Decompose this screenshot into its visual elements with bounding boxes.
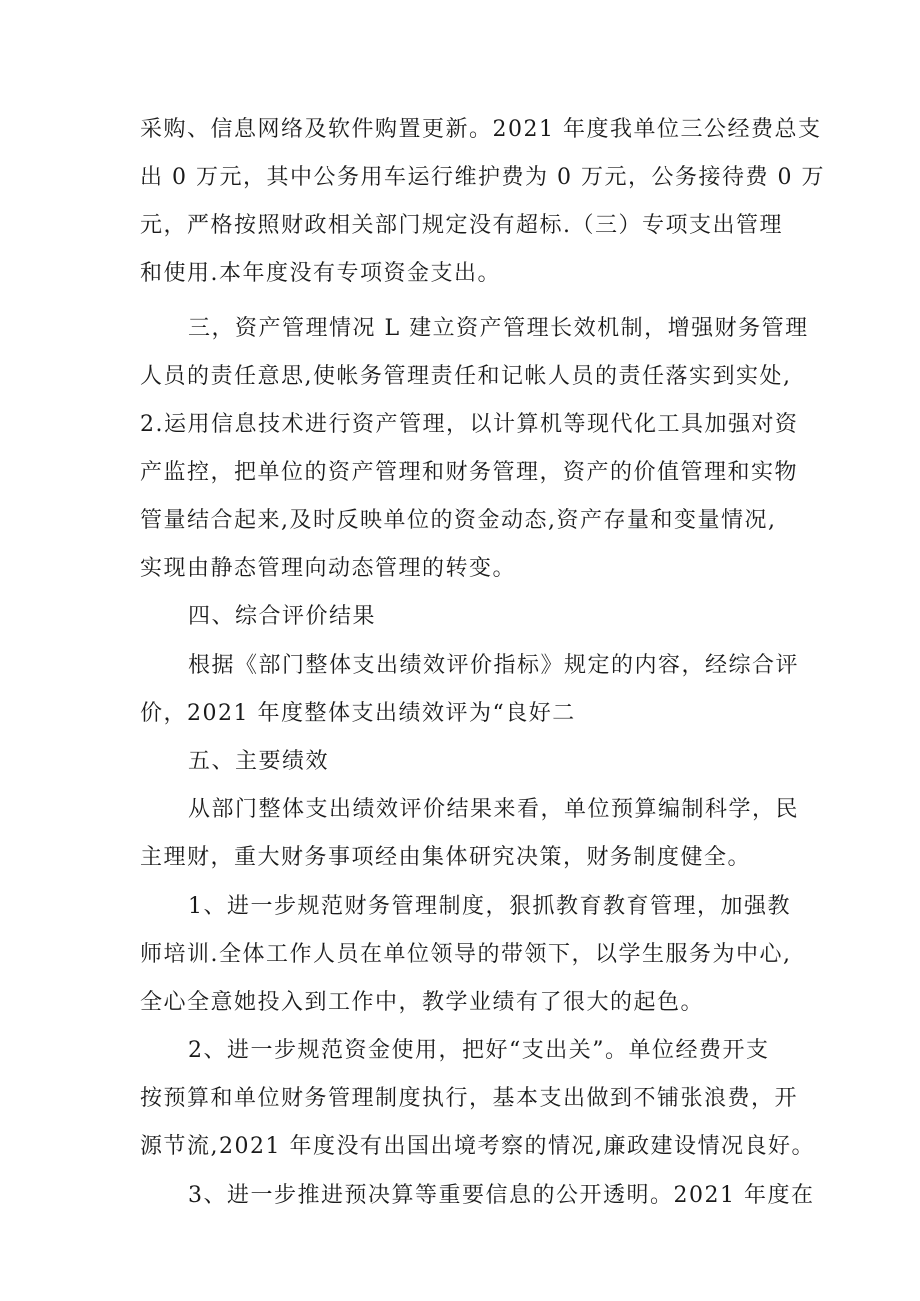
text-line: 全心全意她投入到工作中，教学业绩有了很大的起色。 (140, 990, 705, 1015)
text-line: 主理财，重大财务事项经由集体研究决策，财务制度健全。 (140, 845, 752, 870)
text-line: 管量结合起来,及时反映单位的资金动态,资产存量和变量情况, (140, 508, 777, 533)
text-line: 产监控，把单位的资产管理和财务管理，资产的价值管理和实物 (140, 460, 799, 485)
text-line: 出 0 万元，其中公务用车运行维护费为 0 万元，公务接待费 0 万 (140, 165, 825, 190)
text-line: 元，严格按照财政相关部门规定没有超标.（三）专项支出管理 (140, 213, 783, 238)
text-line: 实现由静态管理向动态管理的转变。 (140, 556, 517, 581)
text-line: 2.运用信息技术进行资产管理，以计算机等现代化工具加强对资 (140, 412, 799, 437)
text-line: 按预算和单位财务管理制度执行，基本支出做到不铺张浪费，开 (140, 1086, 799, 1111)
list-item-2: 2、进一步规范资金使用，把好“支出关”。单位经费开支 (188, 1038, 770, 1063)
text-line: 源节流,2021 年度没有出国出境考察的情况,廉政建设情况良好。 (140, 1134, 815, 1159)
text-line: 师培训.全体工作人员在单位领导的带领下，以学生服务为中心, (140, 942, 792, 967)
text-line: 从部门整体支出绩效评价结果来看，单位预算编制科学，民 (188, 797, 800, 822)
section-heading-evaluation-result: 四、综合评价结果 (188, 604, 377, 629)
text-line: 和使用.本年度没有专项资金支出。 (140, 261, 501, 286)
section-heading-asset-management: 三，资产管理情况 L 建立资产管理长效机制，增强财务管理 (188, 316, 809, 341)
section-heading-main-performance: 五、主要绩效 (188, 749, 330, 774)
text-line: 价，2021 年度整体支出绩效评为“良好二 (140, 701, 576, 726)
list-item-3: 3、进一步推进预决算等重要信息的公开透明。2021 年度在 (188, 1183, 815, 1208)
text-line: 人员的责任意思,使帐务管理责任和记帐人员的责任落实到实处, (140, 364, 792, 389)
text-line: 根据《部门整体支出绩效评价指标》规定的内容，经综合评 (188, 653, 800, 678)
text-line: 采购、信息网络及软件购置更新。2021 年度我单位三公经费总支 (140, 117, 822, 142)
list-item-1: 1、进一步规范财务管理制度，狠抓教育教育管理，加强教 (188, 894, 791, 919)
